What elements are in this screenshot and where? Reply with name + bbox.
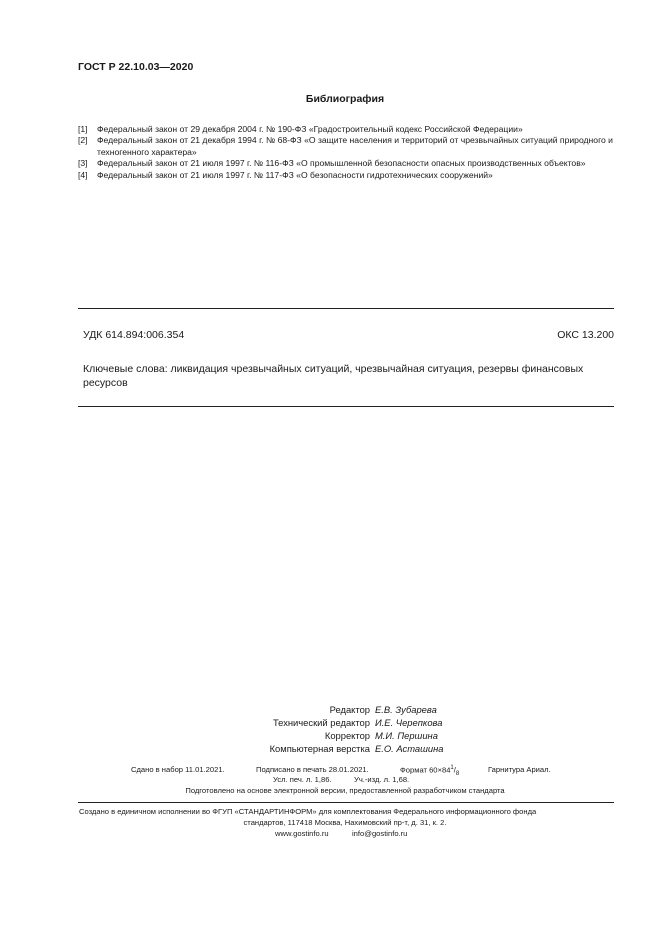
imprint-format-denominator: 8 (455, 771, 460, 778)
staff-row (200, 717, 560, 728)
staff-role: Редактор (329, 704, 370, 715)
bibliography-item (78, 135, 618, 158)
imprint-publisher-sheets: Уч.-изд. л. 1,68. (354, 775, 410, 784)
staff-role: Технический редактор (272, 717, 370, 728)
bibliography-item-number: [3] (78, 158, 88, 169)
bibliography-item-number: [4] (78, 169, 88, 180)
staff-name: Е.В. Зубарева (375, 704, 437, 715)
footer-publisher-note: Создано в единичном исполнении во ФГУП «СТАНДАРТИНФОРМ» для комплектования Федерального информационного фонда (79, 807, 537, 816)
footer-website-link[interactable]: www.gostinfo.ru (275, 829, 329, 838)
divider-footer (78, 802, 614, 803)
staff-role: Компьютерная верстка (269, 743, 370, 754)
staff-role: Корректор (324, 730, 370, 741)
staff-name: И.Е. Черепкова (375, 717, 443, 728)
bibliography-list (78, 124, 618, 181)
bibliography-item (78, 158, 618, 169)
bibliography-item-text: Федеральный закон от 21 декабря 1994 г. № 68-ФЗ «О защите населения и территорий от чрезвычайных ситуаций природного и техногенного характера» (97, 135, 613, 157)
standard-id: ГОСТ Р 22.10.03—2020 (78, 61, 194, 73)
footer-address: стандартов, 117418 Москва, Нахимовский пр-т, д. 31, к. 2. (243, 818, 447, 827)
imprint-typeset-date: Сдано в набор 11.01.2021. (131, 765, 225, 774)
footer-email-link[interactable]: info@gostinfo.ru (352, 829, 408, 838)
divider-bottom (78, 406, 614, 407)
imprint-format-numerator: 1 (450, 765, 454, 771)
imprint-print-sheets: Усл. печ. л. 1,86. (273, 775, 332, 784)
staff-name: М.И. Першина (375, 730, 438, 741)
imprint-format: Формат $60\times 84^1/_8$ (400, 765, 460, 778)
oks-code: ОКС 13.200 (557, 329, 614, 341)
imprint-typeface: Гарнитура Ариал. (488, 765, 551, 774)
bibliography-item-text: Федеральный закон от 29 декабря 2004 г. № 190-ФЗ «Градостроительный кодекс Российской Федерации» (97, 124, 523, 134)
bibliography-item (78, 170, 618, 181)
udk-code: УДК 614.894:006.354 (83, 329, 185, 341)
staff-name: Е.О. Асташина (375, 743, 444, 754)
staff-row (200, 730, 560, 741)
bibliography-item-number: [1] (78, 124, 88, 134)
staff-row (200, 743, 560, 754)
bibliography-item (78, 124, 618, 135)
imprint-print-date: Подписано в печать 28.01.2021. (256, 765, 369, 774)
divider-top (78, 308, 614, 309)
bibliography-item-text: Федеральный закон от 21 июля 1997 г. № 117-ФЗ «О безопасности гидротехнических сооружений» (97, 169, 493, 180)
bibliography-item-number: [2] (78, 135, 88, 146)
bibliography-title: Библиография (305, 93, 385, 105)
imprint-format-label: Формат 60×84 (400, 765, 451, 775)
staff-row (200, 704, 560, 715)
imprint-prepared-note: Подготовлено на основе электронной версии, предоставленной разработчиком стандарта (185, 786, 505, 795)
keywords: Ключевые слова: ликвидация чрезвычайных ситуаций, чрезвычайная ситуация, резервы финансовых ресурсов (83, 363, 584, 389)
bibliography-item-text: Федеральный закон от 21 июля 1997 г. № 116-ФЗ «О промышленной безопасности опасных производственных объектов» (97, 158, 586, 169)
